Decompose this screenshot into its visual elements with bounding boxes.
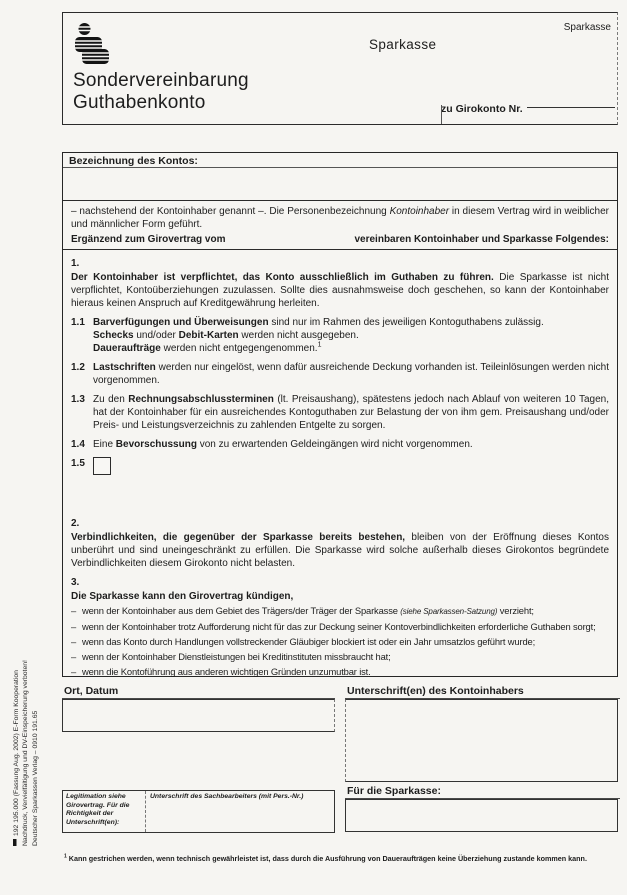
footnote: $^1$ Kann gestrichen werden, wenn technisch gewährleistet ist, dass durch die Ausführung von Daueraufträgen keine Überziehung zustande kommen kann. bbox=[64, 853, 587, 863]
account-name-input[interactable] bbox=[63, 168, 617, 201]
kontoinhaber-signature-label: Unterschrift(en) des Kontoinhabers bbox=[345, 685, 620, 699]
termination-reasons-list bbox=[71, 605, 609, 679]
brand-name-center: Sparkasse bbox=[369, 37, 437, 52]
girovertrag-date-input[interactable] bbox=[225, 234, 354, 245]
blank-space bbox=[71, 475, 609, 511]
list-item: – wenn der Kontoinhaber aus dem Gebiet des Trägers/der Träger der Sparkasse (siehe Sparkassen-Satzung) verzieht; bbox=[71, 605, 534, 616]
clause-1-4: 1.4 Eine Bevorschussung von zu erwartenden Geldeingängen wird nicht vorgenommen. bbox=[71, 439, 473, 450]
imprint-line-1 bbox=[12, 608, 21, 846]
ort-datum-label: Ort, Datum bbox=[62, 685, 335, 699]
clause-1-text: Der Kontoinhaber ist verpflichtet, das Konto ausschließlich im Guthaben zu führen. Die Sparkasse ist nicht verpflichtet, Kontoüberziehungen zuzulassen. Sollte dies ausnahmsweise doch geschehen, so kann der Kontoinhaber hieraus keinen Anspruch auf Kreditgewährung herleiten. bbox=[71, 272, 609, 309]
clause-1-1-line-3: Daueraufträge werden nicht entgegengenommen.$^1$ bbox=[93, 341, 322, 354]
list-item: – wenn die Kontoführung aus anderen wichtigen Gründen unzumutbar ist. bbox=[71, 666, 371, 677]
girokonto-label: zu Girokonto Nr. bbox=[441, 103, 523, 115]
clause-1-5-checkbox[interactable] bbox=[93, 457, 111, 475]
main-box bbox=[62, 152, 618, 677]
list-item: – wenn der Kontoinhaber trotz Aufforderung nicht für das zur Deckung seiner Kontoverbindlichkeiten erforderliche Guthaben sorgt; bbox=[71, 621, 596, 632]
vertical-imprint bbox=[12, 608, 44, 846]
list-item: – wenn das Konto durch Handlungen vollstreckender Gläubiger blockiert ist oder ein Jahr umsatzlos geführt wurde; bbox=[71, 636, 536, 647]
sparkasse-logo-icon bbox=[73, 22, 111, 75]
account-label: Bezeichnung des Kontos: bbox=[63, 153, 617, 168]
brand-name-corner: Sparkasse bbox=[563, 22, 611, 33]
clause-1-2: 1.2 Lastschriften werden nur eingelöst, wenn dafür ausreichende Deckung vorhanden ist. Teileinlösungen werden nicht vorgenommen. bbox=[71, 362, 609, 386]
imprint-line-3: Deutscher Sparkassen Verlag – 0910 191.65 bbox=[31, 710, 39, 846]
satzung-note: (siehe Sparkassen-Satzung) bbox=[400, 607, 498, 616]
list-item: – wenn der Kontoinhaber Dienstleistungen bei Kreditinstituten missbraucht hat; bbox=[71, 651, 391, 662]
clause-3-lead: Die Sparkasse kann den Girovertrag kündigen, bbox=[71, 591, 294, 602]
clauses bbox=[63, 250, 617, 679]
clause-1-3: 1.3 Zu den Rechnungsabschlussterminen (lt. Preisaushang), spätestens jedoch nach Ablauf von weiteren 10 Tagen, hat der Kontoinhaber für ein ausreichendes Kontoguthaben zur Belastung der von ihm gem. Preisaushang und/oder Preis- und Leistungsverzeichnis zu zahlenden Entgelte zu sorgen. bbox=[71, 394, 609, 431]
clause-1-number: 1. bbox=[71, 258, 80, 269]
imprint-line-2: Nachdruck, Vervielfältigung und DV-Einspeicherung verboten! bbox=[22, 660, 30, 846]
intro-paragraph: – nachstehend der Kontoinhaber genannt –. Die Personenbezeichnung Kontoinhaber in diesem Vertrag wird in weiblicher und männlicher Form geführt. bbox=[71, 206, 609, 230]
vereinbaren-label: vereinbaren Kontoinhaber und Sparkasse Folgendes: bbox=[354, 234, 609, 245]
fuer-sparkasse-label: Für die Sparkasse: bbox=[345, 785, 620, 799]
sparkasse-signature-input[interactable] bbox=[345, 799, 618, 832]
intro-section bbox=[63, 201, 617, 250]
legitimation-box bbox=[62, 790, 335, 833]
girovertrag-label: Ergänzend zum Girovertrag vom bbox=[71, 234, 226, 245]
header-box bbox=[62, 12, 618, 125]
kontoinhaber-signature-input[interactable] bbox=[345, 699, 618, 782]
sachbearbeiter-signature-cell[interactable] bbox=[146, 791, 334, 832]
clause-1-1-line-2: Schecks und/oder Debit-Karten werden nicht ausgegeben. bbox=[93, 330, 359, 341]
legitimation-note: Legitimation siehe Girovertrag. Für die Richtigkeit der Unterschrift(en): bbox=[63, 791, 146, 832]
form-title bbox=[73, 70, 249, 114]
girokonto-number-input[interactable] bbox=[441, 105, 602, 124]
clause-1-1: 1.1 Barverfügungen und Überweisungen sind nur im Rahmen des jeweiligen Kontoguthabens zulässig. Schecks und/oder Debit-Karten werden nicht ausgegeben. Daueraufträge werden nicht entgegengenommen.$^1$ bbox=[71, 316, 609, 355]
imprint-form-number: 192 195.000 (Fassung Aug. 2002) E-Form Kooperation bbox=[13, 670, 20, 836]
ort-datum-input[interactable] bbox=[62, 699, 335, 732]
girovertrag-row bbox=[71, 234, 609, 245]
clause-1-5: 1.5 bbox=[71, 457, 609, 475]
form-title-line-1: Sondervereinbarung bbox=[73, 70, 249, 91]
sachbearbeiter-label: Unterschrift des Sachbearbeiters (mit Pers.-Nr.) bbox=[150, 793, 304, 800]
clause-2-number: 2. bbox=[71, 518, 80, 529]
form-title-line-2: Guthabenkonto bbox=[73, 92, 206, 113]
clause-2-text: Verbindlichkeiten, die gegenüber der Sparkasse bereits bestehen, bleiben von der Eröffnung dieses Kontos unberührt und sind uneingeschränkt zu erfüllen. Die Sparkasse wird solche außerhalb dieses Girokontos begründete Verbindlichkeiten diesem Girokonto nicht belasten. bbox=[71, 532, 609, 569]
clause-3-number: 3. bbox=[71, 577, 80, 588]
kontoinhaber-italic: Kontoinhaber bbox=[389, 206, 450, 217]
footnote-marker: 1 bbox=[317, 341, 322, 349]
clause-1-1-line-1: Barverfügungen und Überweisungen sind nur im Rahmen des jeweiligen Kontoguthabens zulässig. bbox=[93, 317, 544, 328]
printer-icon bbox=[13, 839, 18, 846]
